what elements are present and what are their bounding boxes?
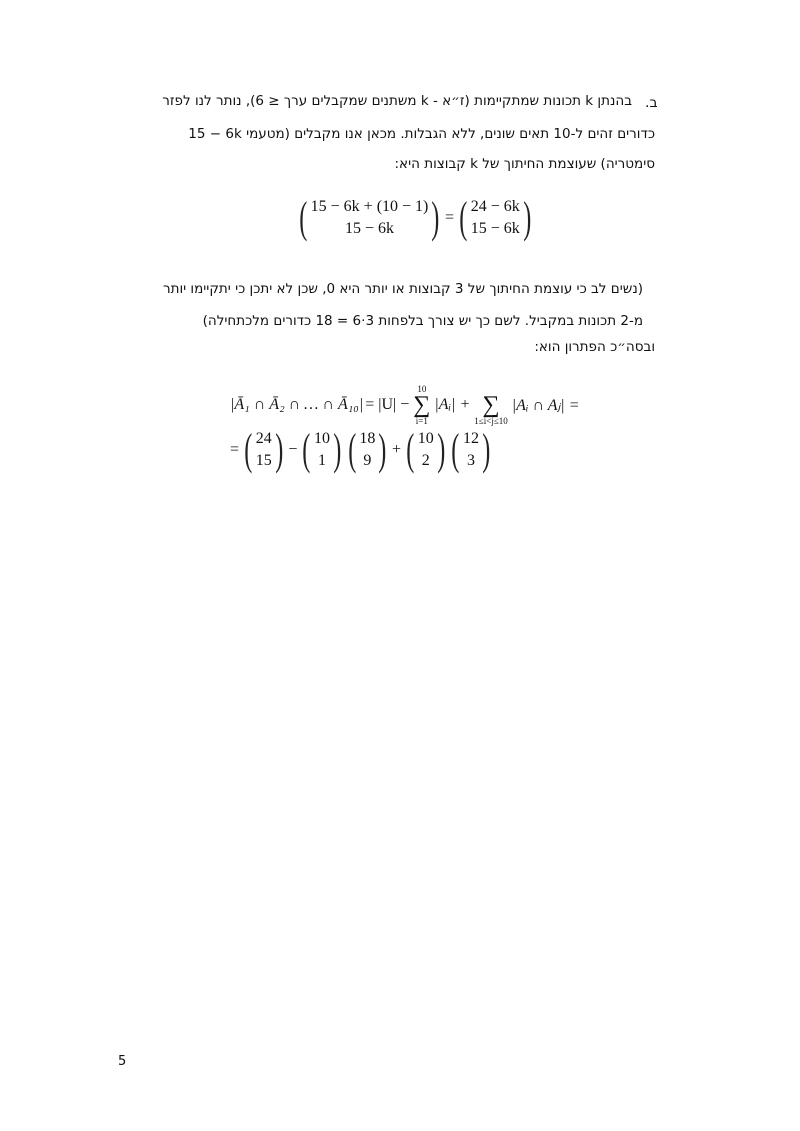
binomial-10-1: ( 10 1 ) xyxy=(302,425,342,474)
formula-inclusion-exclusion-row-2 xyxy=(228,425,494,474)
binomial-lhs-top: 15 − 6k + (10 − 1) xyxy=(310,198,429,215)
complement-intersection: |Ā₁ ∩ Ā₂ ∩ … ∩ Ā₁₀| xyxy=(230,396,364,413)
sum-pairs-range: 1≤i<j≤10 xyxy=(474,416,508,426)
minus-sign: − xyxy=(288,441,298,458)
universe-term: = |U| − xyxy=(365,396,410,413)
binomial-18-9: ( 18 9 ) xyxy=(347,425,387,474)
paragraph-1-line-1: בהנתן k תכונות שמתקיימות (ז״א - k משתנים שמקבלים ערך ≤ 6), נותר לנו לפזר xyxy=(162,93,632,109)
paragraph-2-line-2: מ-2 תכונות במקביל. לשם כך יש צורך בלפחות 3·6 = 18 כדורים מלכתחילה) xyxy=(202,313,643,329)
binomial-rhs-top: 24 − 6k xyxy=(470,198,520,215)
sum-lower-limit: i=1 xyxy=(415,416,428,426)
paragraph-1-line-2: 15 − 6k כדורים זהים ל-10 תאים שונים, ללא הגבלות. מכאן אנו מקבלים (מטעמי xyxy=(188,126,655,142)
page-number: 5 xyxy=(118,1054,127,1069)
binomial-24-15: ( 24 15 ) xyxy=(244,425,284,474)
pair-intersection-term: |Aᵢ ∩ Aⱼ| = xyxy=(511,397,580,414)
binomial-rhs: ( 24 − 6k 15 − 6k ) xyxy=(459,193,532,242)
section-label: ב. xyxy=(645,95,658,111)
equals-sign: = xyxy=(445,209,455,226)
formula-inclusion-exclusion-row-1 xyxy=(230,384,582,426)
plus-sign: + xyxy=(392,441,402,458)
sigma-icon: ∑ xyxy=(413,392,431,418)
equals-sign: = xyxy=(230,441,240,458)
binomial-lhs-bottom: 15 − 6k xyxy=(345,220,395,237)
binomial-lhs: ( 15 − 6k + (10 − 1) 15 − 6k ) xyxy=(299,193,440,242)
binomial-10-2: ( 10 2 ) xyxy=(406,425,446,474)
binomial-12-3: ( 12 3 ) xyxy=(451,425,491,474)
sum-pairs xyxy=(474,384,507,426)
sigma-icon: ∑ xyxy=(482,392,500,418)
formula-binomial-identity xyxy=(296,193,534,242)
paragraph-2-line-3: ובסה״כ הפתרון הוא: xyxy=(534,339,655,355)
paragraph-1-line-3: סימטריה) שעוצמת החיתוך של k קבוצות היא: xyxy=(394,156,655,172)
sum-upper-limit: 10 xyxy=(417,384,427,394)
paragraph-2-line-1: (נשים לב כי עוצמת החיתוך של 3 קבוצות או יותר היא 0, שכן לא יתכן כי יתקיימו יותר xyxy=(162,281,643,297)
single-set-term: |Aᵢ| + xyxy=(434,396,471,413)
binomial-rhs-bottom: 15 − 6k xyxy=(470,220,520,237)
sum-single xyxy=(413,384,430,426)
